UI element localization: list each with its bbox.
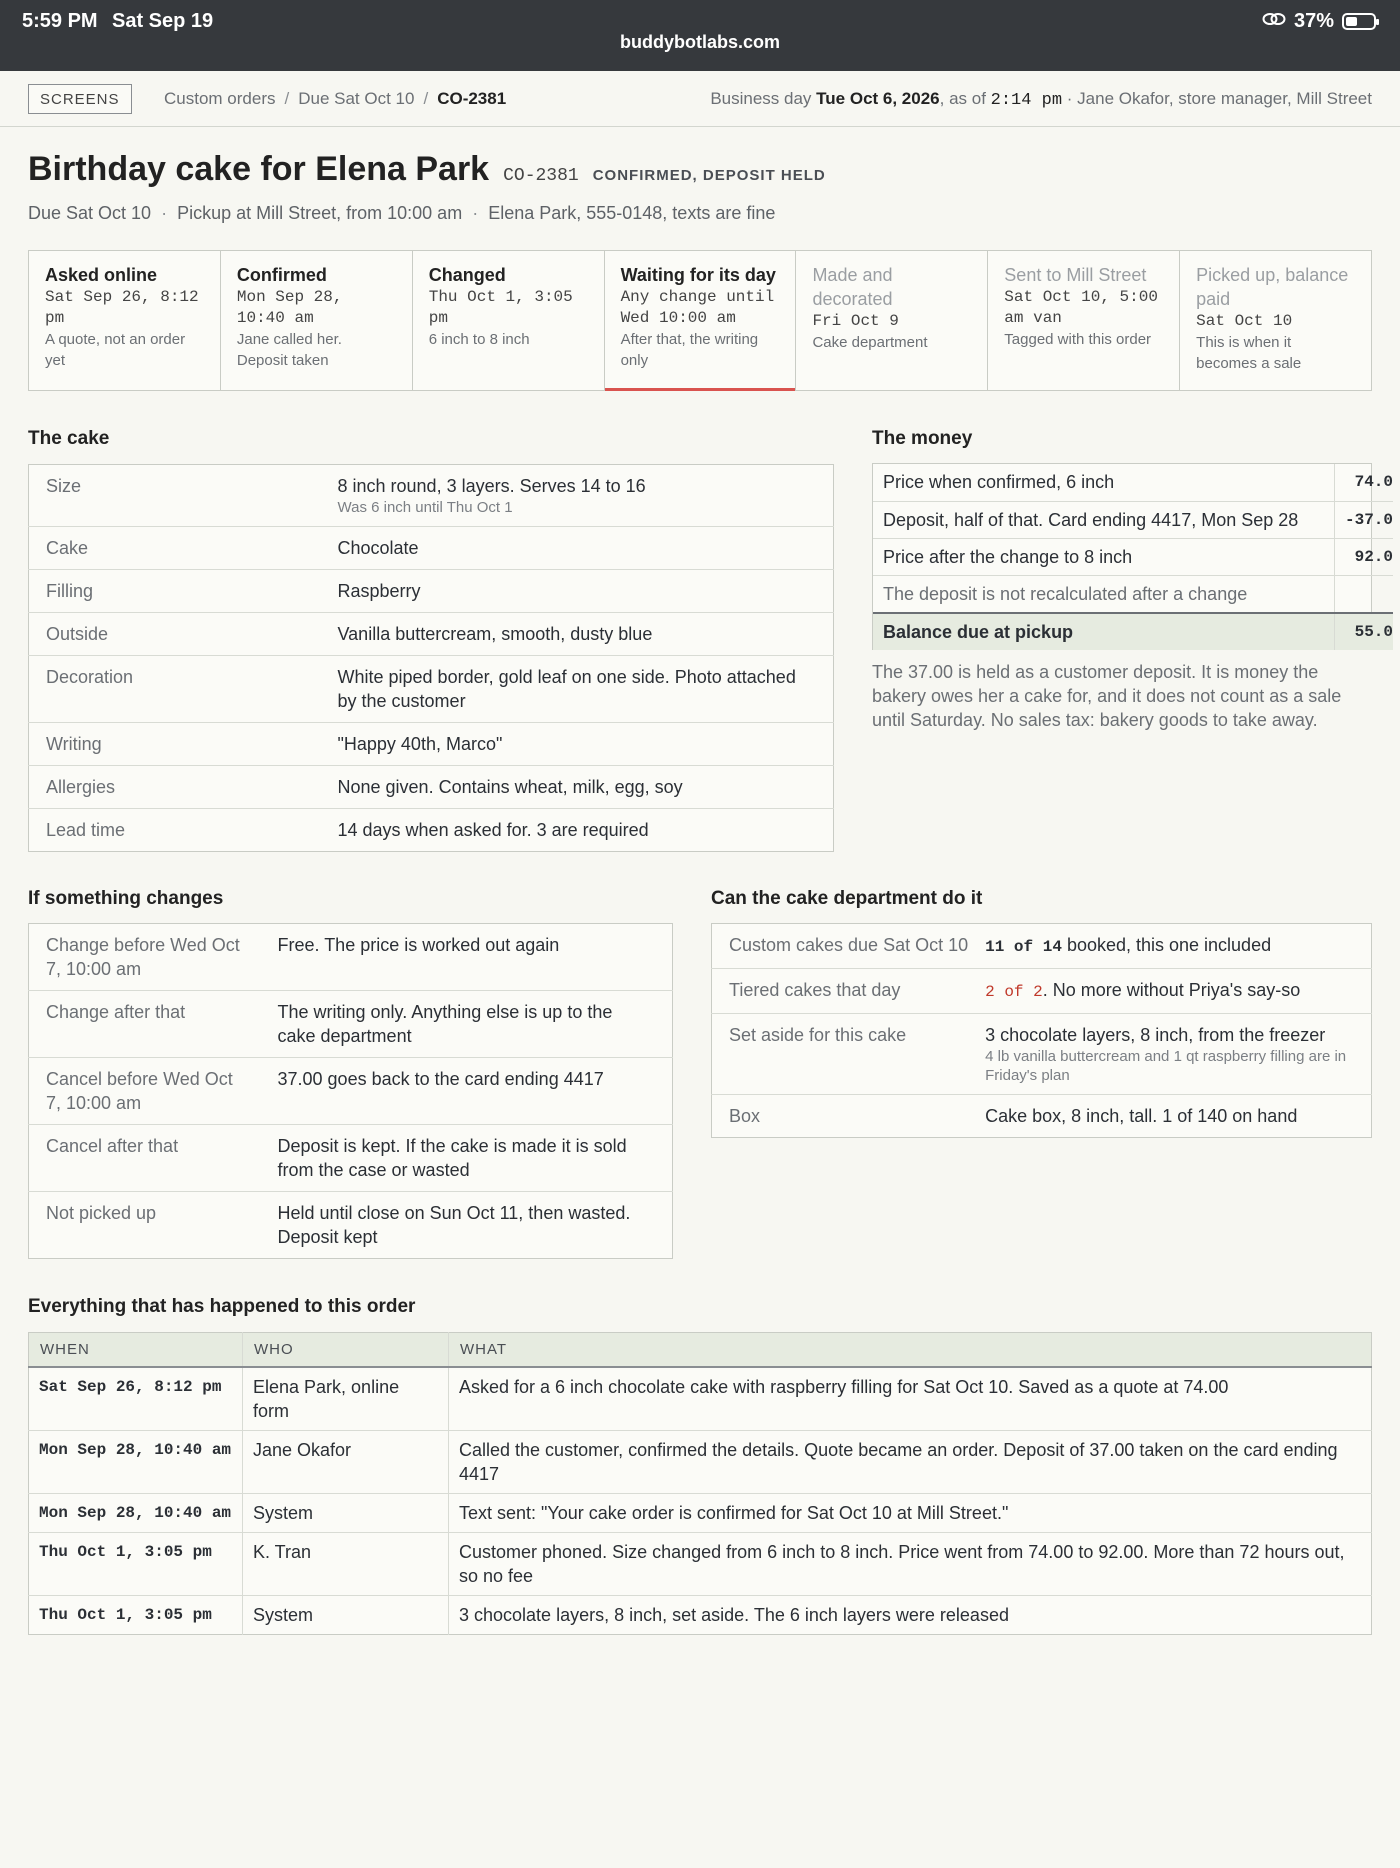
capacity-label: Tiered cakes that day [712,969,969,1014]
cake-field-label: Decoration [29,656,321,723]
cake-row [29,613,834,656]
cake-field-text: 8 inch round, 3 layers. Serves 14 to 16 [337,476,646,496]
timeline-step [221,251,413,390]
step-note: This is when it becomes a sale [1196,334,1302,372]
history-heading: Everything that has happened to this order [28,1296,416,1317]
step-title: Made and decorated [812,265,893,309]
policy-row [29,1058,673,1125]
timeline-step [605,251,797,390]
history-who: Jane Okafor [243,1431,449,1494]
page-title: Birthday cake for Elena Park [28,150,490,188]
cake-field-label: Filling [29,570,321,613]
order-summary: Due Sat Oct 10 · Pickup at Mill Street, from 10:00 am · Elena Park, 555-0148, texts are fine [28,203,776,223]
history-when: Mon Sep 28, 10:40 am [29,1431,243,1494]
cake-field-value [321,723,834,766]
column-header-when: WHEN [29,1333,243,1368]
as-of-time: 2:14 pm [990,91,1063,110]
step-time: Thu Oct 1, 3:05 pm [428,288,573,327]
capacity-label: Custom cakes due Sat Oct 10 [729,935,969,955]
custom-count: 11 of 14 [985,938,1062,956]
money-label: Deposit, half of that. Card ending 4417, Mon Sep 28 [873,501,1334,538]
capacity-table [711,923,1372,1138]
pickup-info: Pickup at Mill Street, from 10:00 am [177,203,463,223]
status-right [1262,10,1376,33]
step-time: Mon Sep 28, 10:40 am [236,288,343,327]
history-when: Thu Oct 1, 3:05 pm [29,1596,243,1635]
timeline-step [413,251,605,390]
step-title: Waiting for its day [620,265,776,285]
cake-field-text: White piped border, gold leaf on one side. Photo attached by the customer [337,667,796,711]
capacity-row-box [712,1095,1372,1138]
history-when: Mon Sep 28, 10:40 am [29,1494,243,1533]
step-note: Tagged with this order [1004,331,1152,348]
money-amount: 74.0 [1334,464,1393,501]
box-value: Cake box, 8 inch, tall. 1 of 140 on hand [968,1095,1371,1138]
changes-heading: If something changes [28,888,224,909]
setaside-value: 3 chocolate layers, 8 inch, from the freezer [985,1025,1326,1045]
column-header-what: WHAT [449,1333,1372,1368]
timeline-step [29,251,221,390]
current-user: · Jane Okafor, store manager, Mill Street [1062,89,1372,108]
history-row [29,1596,1372,1635]
money-row [873,613,1393,650]
step-time: Any change until Wed 10:00 am [620,288,775,327]
history-table [28,1332,1372,1635]
policy-outcome: Free. The price is worked out again [277,935,560,955]
capacity-row-tiered: Tiered cakes that day 2 of 2. No more without Priya's say-so [712,969,1372,1014]
cake-field-value [321,465,834,527]
business-day: Tue Oct 6, 2026 [816,89,940,108]
history-what: Text sent: "Your cake order is confirmed for Sat Oct 10 at Mill Street." [449,1494,1372,1533]
money-row [873,538,1393,575]
policy-outcome: The writing only. Anything else is up to the cake department [261,991,673,1058]
cake-field-label: Cake [29,527,321,570]
history-what: Asked for a 6 inch chocolate cake with raspberry filling for Sat Oct 10. Saved as a quote at 74.00 [449,1367,1372,1431]
order-timeline [28,250,1372,391]
tiered-count: 2 of 2 [985,983,1043,1001]
cake-field-value [321,570,834,613]
timeline-step [796,251,988,390]
history-who: Elena Park, online form [243,1367,449,1431]
order-header [28,150,826,189]
policy-row [29,1192,673,1259]
cake-row [29,723,834,766]
money-row [873,501,1393,538]
history-who: System [243,1596,449,1635]
breadcrumb-current: CO-2381 [437,89,507,108]
breadcrumb-due-date[interactable]: Due Sat Oct 10 [298,89,415,108]
step-note: Cake department [812,334,928,351]
battery-icon [1342,13,1376,30]
policy-condition: Cancel after that [29,1125,261,1192]
cake-field-label: Size [46,476,82,496]
timeline-step [988,251,1180,390]
money-amount [1334,575,1393,613]
history-what: Customer phoned. Size changed from 6 inch to 8 inch. Price went from 74.00 to 92.00. More than 72 hours out, so no fee [449,1533,1372,1596]
history-what: Called the customer, confirmed the details. Quote became an order. Deposit of 37.00 taken on the card ending 4417 [449,1431,1372,1494]
step-time: Sat Oct 10, 5:00 am van [1004,288,1158,327]
screens-button[interactable]: SCREENS [28,84,132,114]
history-row [29,1533,1372,1596]
capacity-label: Box [712,1095,969,1138]
money-amount: 92.0 [1334,538,1393,575]
history-what: 3 chocolate layers, 8 inch, set aside. The 6 inch layers were released [449,1596,1372,1635]
cake-field-value [321,809,834,852]
policy-row [29,1125,673,1192]
cake-field-text: 14 days when asked for. 3 are required [337,820,649,840]
cake-row [29,527,834,570]
money-label: Price when confirmed, 6 inch [883,472,1115,493]
cake-field-text: "Happy 40th, Marco" [337,734,503,754]
column-header-who: WHO [243,1333,449,1368]
policy-condition: Change before Wed Oct 7, 10:00 am [46,935,240,979]
step-title: Confirmed [236,265,327,285]
policy-condition: Cancel before Wed Oct 7, 10:00 am [29,1058,261,1125]
step-title: Sent to Mill Street [1004,265,1147,285]
capacity-label: Set aside for this cake [712,1014,969,1095]
history-row [29,1367,1372,1431]
policy-row [29,924,673,991]
cake-field-text: Vanilla buttercream, smooth, dusty blue [337,624,653,644]
cake-field-note: Was 6 inch until Thu Oct 1 [337,499,513,516]
breadcrumb-custom-orders[interactable]: Custom orders [164,89,276,108]
history-row [29,1494,1372,1533]
step-title: Asked online [45,265,158,285]
breadcrumb-bar [0,71,1400,127]
cake-row [29,465,834,527]
status-bar [0,0,1400,71]
step-time: Fri Oct 9 [812,312,899,330]
capacity-row-custom: Custom cakes due Sat Oct 10 11 of 14 booked, this one included [712,924,1372,969]
history-when: Thu Oct 1, 3:05 pm [29,1533,243,1596]
order-id: CO-2381 [503,166,579,186]
step-time: Sat Sep 26, 8:12 pm [45,288,199,327]
money-note: The 37.00 is held as a customer deposit. It is money the bakery owes her a cake for, and it does not count as a sale until Saturday. No sales tax: bakery goods to take away. [872,662,1342,730]
cake-field-value [321,766,834,809]
capacity-row-setaside [712,1014,1372,1095]
money-row [873,575,1393,613]
cake-field-text: Raspberry [337,581,421,601]
money-amount: -37.0 [1334,501,1393,538]
cake-field-label: Allergies [29,766,321,809]
policy-outcome: 37.00 goes back to the card ending 4417 [261,1058,673,1125]
policy-outcome: Deposit is kept. If the cake is made it is sold from the case or wasted [261,1125,673,1192]
history-row [29,1431,1372,1494]
step-time: Sat Oct 10 [1196,312,1293,330]
date: Sat Sep 19 [112,10,214,32]
step-note: After that, the writing only [620,331,759,369]
cake-field-value [321,527,834,570]
customer-info: Elena Park, 555-0148, texts are fine [488,203,776,223]
history-who: System [243,1494,449,1533]
battery-percent: 37% [1293,10,1334,32]
cake-field-text: None given. Contains wheat, milk, egg, soy [337,777,683,797]
url-bar[interactable]: buddybotlabs.com [619,32,780,52]
cake-field-label: Writing [29,723,321,766]
history-when: Sat Sep 26, 8:12 pm [29,1367,243,1431]
cake-field-value [321,656,834,723]
link-icon [1262,10,1286,33]
due-date: Due Sat Oct 10 [28,203,152,223]
business-day-info: Business day Tue Oct 6, 2026, as of 2:14 pm · Jane Okafor, store manager, Mill Street [710,89,1372,110]
cake-field-value [321,613,834,656]
cake-field-label: Outside [29,613,321,656]
policy-row [29,991,673,1058]
step-title: Picked up, balance paid [1196,265,1349,309]
step-note: Jane called her. Deposit taken [236,331,342,369]
breadcrumb: Custom orders / Due Sat Oct 10 / CO-2381 [164,89,507,108]
step-title: Changed [428,265,506,285]
cake-details-table [28,464,834,852]
history-who: K. Tran [243,1533,449,1596]
money-label: The deposit is not recalculated after a change [873,575,1334,613]
policy-condition: Change after that [29,991,261,1058]
cake-row [29,656,834,723]
cake-field-text: Chocolate [337,538,419,558]
money-label: Price after the change to 8 inch [873,538,1334,575]
policy-condition: Not picked up [29,1192,261,1259]
timeline-step [1180,251,1371,390]
setaside-note: 4 lb vanilla buttercream and 1 qt raspberry filling are in Friday's plan [985,1048,1347,1084]
cake-heading: The cake [28,428,110,449]
status-badge: CONFIRMED, DEPOSIT HELD [592,167,826,184]
cake-row [29,766,834,809]
cake-row [29,809,834,852]
changes-policy-table [28,923,673,1259]
money-row [873,464,1393,501]
step-note: 6 inch to 8 inch [428,331,530,348]
money-amount: 55.0 [1334,613,1393,650]
policy-outcome: Held until close on Sun Oct 11, then wasted. Deposit kept [261,1192,673,1259]
capacity-heading: Can the cake department do it [711,888,983,909]
money-label: Balance due at pickup [873,613,1334,650]
clock: 5:59 PM [22,10,98,32]
money-table [872,463,1393,650]
step-note: A quote, not an order yet [45,331,186,369]
cake-field-label: Lead time [29,809,321,852]
money-heading: The money [872,428,973,449]
cake-row [29,570,834,613]
